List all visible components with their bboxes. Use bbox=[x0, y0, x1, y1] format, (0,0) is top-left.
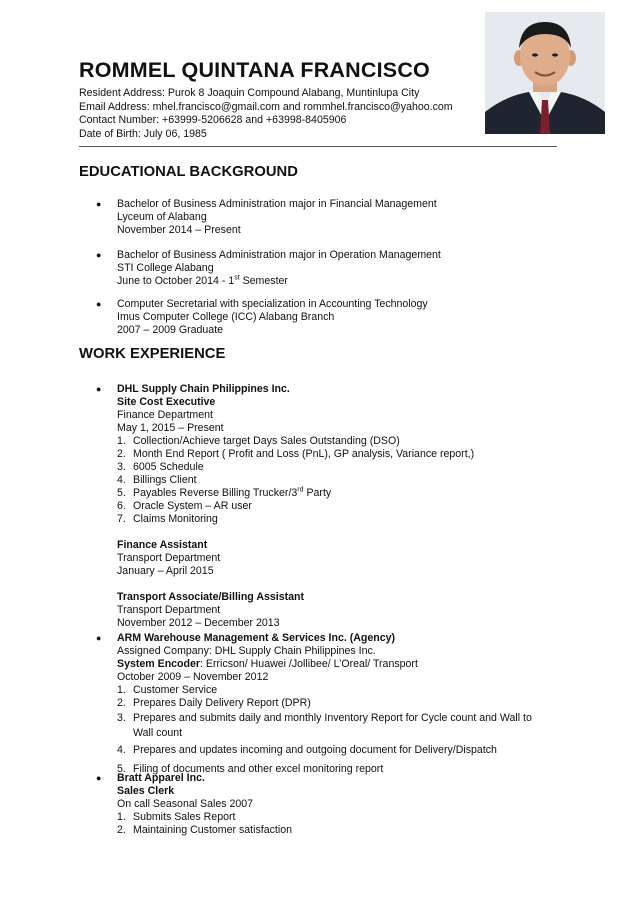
school: Imus Computer College (ICC) Alabang Branch bbox=[117, 311, 335, 323]
job-dhl bbox=[79, 383, 559, 630]
degree: Computer Secretarial with specialization in Accounting Technology bbox=[117, 298, 428, 310]
period: October 2009 – November 2012 bbox=[117, 671, 269, 683]
bullet-icon: ● bbox=[96, 199, 102, 209]
duty-item: 3. Prepares and submits daily and monthly Inventory Report for Cycle count and Wall to bbox=[117, 712, 532, 724]
assigned-company: Assigned Company: DHL Supply Chain Philippines Inc. bbox=[117, 645, 376, 657]
education-item bbox=[79, 298, 559, 337]
bullet-icon: ● bbox=[96, 299, 102, 309]
date-of-birth: Date of Birth: July 06, 1985 bbox=[79, 127, 207, 140]
company-name: Bratt Apparel Inc. bbox=[117, 772, 205, 784]
job-role: Site Cost Executive bbox=[117, 396, 216, 408]
department: Transport Department bbox=[117, 604, 221, 616]
applicant-name: ROMMEL QUINTANA FRANCISCO bbox=[79, 58, 430, 82]
period: May 1, 2015 – Present bbox=[117, 422, 224, 434]
job-role: Transport Associate/Billing Assistant bbox=[117, 591, 305, 603]
duty-item: 2. Month End Report ( Profit and Loss (PnL), GP analysis, Variance report,) bbox=[117, 448, 475, 460]
duty-item: 4. Prepares and updates incoming and outgoing document for Delivery/Dispatch bbox=[117, 744, 497, 756]
degree: Bachelor of Business Administration major in Operation Management bbox=[117, 249, 441, 261]
job-arm bbox=[79, 632, 559, 776]
header-divider bbox=[79, 146, 557, 147]
job-bratt bbox=[79, 772, 559, 837]
job-role: System Encoder: Erricson/ Huawei /Jollibee/ L’Oreal/ Transport bbox=[117, 658, 418, 670]
contact-number: Contact Number: +63999-5206628 and +63998-8405906 bbox=[79, 114, 347, 126]
duty-item: 2. Maintaining Customer satisfaction bbox=[117, 824, 292, 836]
duty-continuation: Wall count bbox=[133, 727, 183, 739]
portrait-illustration bbox=[485, 12, 605, 134]
period: November 2014 – Present bbox=[117, 224, 241, 236]
duty-item: 1. Submits Sales Report bbox=[117, 811, 236, 823]
department: Transport Department bbox=[117, 552, 221, 564]
bullet-icon: ● bbox=[96, 633, 102, 643]
school: STI College Alabang bbox=[117, 262, 214, 274]
job-role: Finance Assistant bbox=[117, 539, 208, 551]
duty-item: 6. Oracle System – AR user bbox=[117, 500, 252, 512]
duty-item: 4. Billings Client bbox=[117, 474, 197, 486]
work-title: WORK EXPERIENCE bbox=[79, 346, 226, 362]
bullet-icon: ● bbox=[96, 384, 102, 394]
contact-details bbox=[79, 87, 453, 141]
education-item bbox=[79, 198, 559, 237]
period: 2007 – 2009 Graduate bbox=[117, 324, 224, 336]
education-title: EDUCATIONAL BACKGROUND bbox=[79, 164, 298, 180]
degree: Bachelor of Business Administration major in Financial Management bbox=[117, 198, 437, 210]
duty-item: 5. Filing of documents and other excel monitoring report bbox=[117, 763, 384, 775]
company-name: ARM Warehouse Management & Services Inc. (Agency) bbox=[117, 632, 396, 644]
duty-item: 5. Payables Reverse Billing Trucker/3rd Party bbox=[117, 486, 332, 499]
bullet-icon: ● bbox=[96, 250, 102, 260]
duty-item: 7. Claims Monitoring bbox=[117, 513, 218, 525]
duty-item: 3. 6005 Schedule bbox=[117, 461, 204, 473]
profile-photo bbox=[485, 12, 605, 134]
bullet-icon: ● bbox=[96, 773, 102, 783]
company-name: DHL Supply Chain Philippines Inc. bbox=[117, 383, 290, 395]
resident-address: Resident Address: Purok 8 Joaquin Compound Alabang, Muntinlupa City bbox=[79, 87, 420, 99]
period: January – April 2015 bbox=[117, 565, 214, 577]
education-item bbox=[79, 249, 559, 288]
period: June to October 2014 - 1st Semester bbox=[117, 274, 288, 287]
period: November 2012 – December 2013 bbox=[117, 617, 280, 629]
duty-item: 1. Collection/Achieve target Days Sales Outstanding (DSO) bbox=[117, 435, 400, 447]
duty-item: 1. Customer Service bbox=[117, 684, 218, 696]
school: Lyceum of Alabang bbox=[117, 211, 207, 223]
job-role: Sales Clerk bbox=[117, 785, 175, 797]
duty-item: 2. Prepares Daily Delivery Report (DPR) bbox=[117, 697, 311, 709]
department: Finance Department bbox=[117, 409, 213, 421]
period: On call Seasonal Sales 2007 bbox=[117, 798, 254, 810]
email-address: Email Address: mhel.francisco@gmail.com and rommhel.francisco@yahoo.com bbox=[79, 100, 453, 113]
